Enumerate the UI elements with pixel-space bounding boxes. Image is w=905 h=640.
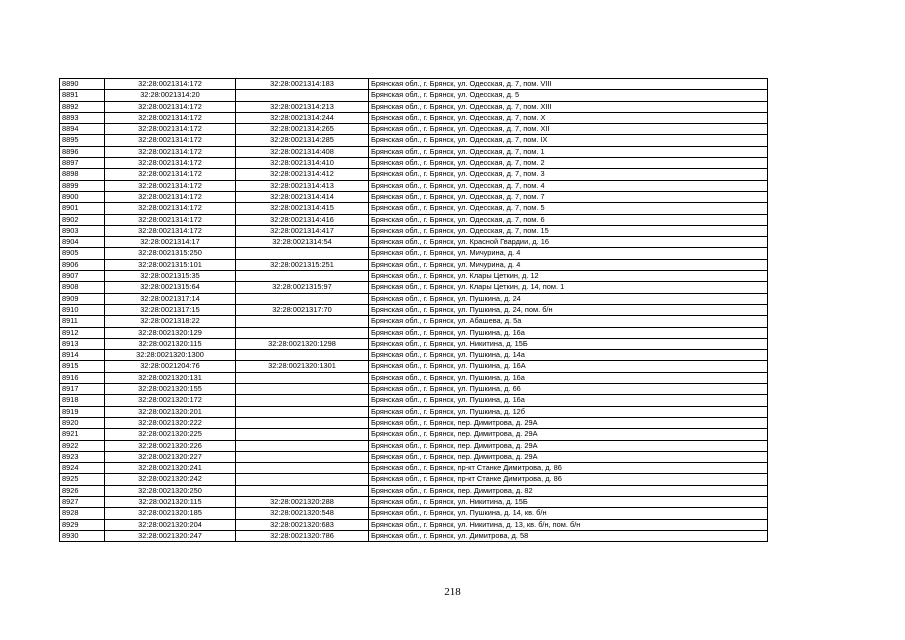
address-cell: Брянская обл., г. Брянск, ул. Клары Цеткин, д. 12 [369, 271, 768, 282]
land-cadastral-number-cell: 32:28:0021317:14 [105, 293, 236, 304]
object-cadastral-number-cell [236, 485, 369, 496]
row-number-cell: 8911 [60, 316, 105, 327]
object-cadastral-number-cell: 32:28:0021317:70 [236, 304, 369, 315]
row-number-cell: 8919 [60, 406, 105, 417]
land-cadastral-number-cell: 32:28:0021314:20 [105, 90, 236, 101]
row-number-cell: 8890 [60, 79, 105, 90]
table-row [60, 90, 768, 101]
land-cadastral-number-cell: 32:28:0021320:247 [105, 530, 236, 541]
object-cadastral-number-cell [236, 440, 369, 451]
land-cadastral-number-cell: 32:28:0021318:22 [105, 316, 236, 327]
object-cadastral-number-cell: 32:28:0021320:1298 [236, 338, 369, 349]
land-cadastral-number-cell: 32:28:0021315:250 [105, 248, 236, 259]
object-cadastral-number-cell: 32:28:0021314:265 [236, 124, 369, 135]
table-row [60, 237, 768, 248]
address-cell: Брянская обл., г. Брянск, ул. Одесская, д. 7, пом. VIII [369, 79, 768, 90]
land-cadastral-number-cell: 32:28:0021317:15 [105, 304, 236, 315]
row-number-cell: 8923 [60, 451, 105, 462]
land-cadastral-number-cell: 32:28:0021314:172 [105, 112, 236, 123]
table-row [60, 146, 768, 157]
row-number-cell: 8894 [60, 124, 105, 135]
table-row [60, 282, 768, 293]
object-cadastral-number-cell: 32:28:0021320:548 [236, 508, 369, 519]
land-cadastral-number-cell: 32:28:0021320:185 [105, 508, 236, 519]
object-cadastral-number-cell [236, 90, 369, 101]
row-number-cell: 8902 [60, 214, 105, 225]
object-cadastral-number-cell: 32:28:0021314:415 [236, 203, 369, 214]
address-cell: Брянская обл., г. Брянск, ул. Никитина, д. 13, кв. б/н, пом. б/н [369, 519, 768, 530]
table-row [60, 429, 768, 440]
land-cadastral-number-cell: 32:28:0021320:242 [105, 474, 236, 485]
table-row [60, 158, 768, 169]
object-cadastral-number-cell [236, 248, 369, 259]
table-row [60, 519, 768, 530]
address-cell: Брянская обл., г. Брянск, ул. Пушкина, д. 16А [369, 361, 768, 372]
object-cadastral-number-cell: 32:28:0021314:410 [236, 158, 369, 169]
land-cadastral-number-cell: 32:28:0021320:222 [105, 417, 236, 428]
address-cell: Брянская обл., г. Брянск, ул. Пушкина, д. 16а [369, 395, 768, 406]
row-number-cell: 8930 [60, 530, 105, 541]
address-cell: Брянская обл., г. Брянск, ул. Одесская, д. 7, пом. 5 [369, 203, 768, 214]
object-cadastral-number-cell: 32:28:0021314:183 [236, 79, 369, 90]
address-cell: Брянская обл., г. Брянск, ул. Пушкина, д. 12б [369, 406, 768, 417]
row-number-cell: 8920 [60, 417, 105, 428]
address-cell: Брянская обл., г. Брянск, ул. Пушкина, д. 16а [369, 327, 768, 338]
address-cell: Брянская обл., г. Брянск, пр-кт Станке Димитрова, д. 86 [369, 463, 768, 474]
row-number-cell: 8921 [60, 429, 105, 440]
address-cell: Брянская обл., г. Брянск, ул. Одесская, д. 7, пом. XIII [369, 101, 768, 112]
address-cell: Брянская обл., г. Брянск, пер. Димитрова, д. 29А [369, 451, 768, 462]
object-cadastral-number-cell [236, 327, 369, 338]
row-number-cell: 8914 [60, 350, 105, 361]
land-cadastral-number-cell: 32:28:0021314:172 [105, 214, 236, 225]
address-cell: Брянская обл., г. Брянск, пр-кт Станке Димитрова, д. 86 [369, 474, 768, 485]
address-cell: Брянская обл., г. Брянск, ул. Пушкина, д. 66 [369, 384, 768, 395]
land-cadastral-number-cell: 32:28:0021320:227 [105, 451, 236, 462]
row-number-cell: 8925 [60, 474, 105, 485]
table-row [60, 214, 768, 225]
row-number-cell: 8903 [60, 225, 105, 236]
address-cell: Брянская обл., г. Брянск, ул. Пушкина, д. 16а [369, 372, 768, 383]
table-row [60, 203, 768, 214]
object-cadastral-number-cell [236, 395, 369, 406]
land-cadastral-number-cell: 32:28:0021314:172 [105, 101, 236, 112]
registry-table-body [60, 79, 768, 542]
row-number-cell: 8901 [60, 203, 105, 214]
address-cell: Брянская обл., г. Брянск, ул. Абашева, д. 5а [369, 316, 768, 327]
address-cell: Брянская обл., г. Брянск, ул. Одесская, д. 7, пом. 3 [369, 169, 768, 180]
address-cell: Брянская обл., г. Брянск, ул. Димитрова, д. 58 [369, 530, 768, 541]
address-cell: Брянская обл., г. Брянск, ул. Одесская, д. 7, пом. IX [369, 135, 768, 146]
table-row [60, 248, 768, 259]
table-row [60, 338, 768, 349]
table-row [60, 451, 768, 462]
row-number-cell: 8918 [60, 395, 105, 406]
land-cadastral-number-cell: 32:28:0021320:172 [105, 395, 236, 406]
land-cadastral-number-cell: 32:28:0021314:172 [105, 158, 236, 169]
land-cadastral-number-cell: 32:28:0021320:1300 [105, 350, 236, 361]
table-row [60, 384, 768, 395]
object-cadastral-number-cell: 32:28:0021315:97 [236, 282, 369, 293]
land-cadastral-number-cell: 32:28:0021320:115 [105, 338, 236, 349]
address-cell: Брянская обл., г. Брянск, ул. Одесская, д. 7, пом. X [369, 112, 768, 123]
row-number-cell: 8905 [60, 248, 105, 259]
land-cadastral-number-cell: 32:28:0021320:201 [105, 406, 236, 417]
land-cadastral-number-cell: 32:28:0021315:101 [105, 259, 236, 270]
table-row [60, 474, 768, 485]
table-row [60, 79, 768, 90]
object-cadastral-number-cell: 32:28:0021314:413 [236, 180, 369, 191]
row-number-cell: 8893 [60, 112, 105, 123]
object-cadastral-number-cell [236, 406, 369, 417]
object-cadastral-number-cell [236, 316, 369, 327]
object-cadastral-number-cell [236, 429, 369, 440]
row-number-cell: 8927 [60, 496, 105, 507]
address-cell: Брянская обл., г. Брянск, ул. Никитина, д. 15Б [369, 496, 768, 507]
address-cell: Брянская обл., г. Брянск, ул. Пушкина, д. 24, пом. б/н [369, 304, 768, 315]
address-cell: Брянская обл., г. Брянск, ул. Никитина, д. 15Б [369, 338, 768, 349]
row-number-cell: 8929 [60, 519, 105, 530]
object-cadastral-number-cell: 32:28:0021314:412 [236, 169, 369, 180]
land-cadastral-number-cell: 32:28:0021314:172 [105, 146, 236, 157]
land-cadastral-number-cell: 32:28:0021314:172 [105, 203, 236, 214]
table-row [60, 304, 768, 315]
row-number-cell: 8912 [60, 327, 105, 338]
table-row [60, 225, 768, 236]
address-cell: Брянская обл., г. Брянск, ул. Одесская, д. 7, пом. XII [369, 124, 768, 135]
table-row [60, 316, 768, 327]
land-cadastral-number-cell: 32:28:0021315:35 [105, 271, 236, 282]
address-cell: Брянская обл., г. Брянск, ул. Одесская, д. 5 [369, 90, 768, 101]
row-number-cell: 8906 [60, 259, 105, 270]
land-cadastral-number-cell: 32:28:0021320:129 [105, 327, 236, 338]
row-number-cell: 8910 [60, 304, 105, 315]
table-row [60, 135, 768, 146]
address-cell: Брянская обл., г. Брянск, ул. Пушкина, д. 14а [369, 350, 768, 361]
row-number-cell: 8916 [60, 372, 105, 383]
table-row [60, 417, 768, 428]
land-cadastral-number-cell: 32:28:0021204:76 [105, 361, 236, 372]
table-row [60, 440, 768, 451]
row-number-cell: 8892 [60, 101, 105, 112]
object-cadastral-number-cell [236, 271, 369, 282]
object-cadastral-number-cell: 32:28:0021314:416 [236, 214, 369, 225]
row-number-cell: 8895 [60, 135, 105, 146]
table-row [60, 191, 768, 202]
table-row [60, 112, 768, 123]
row-number-cell: 8928 [60, 508, 105, 519]
row-number-cell: 8891 [60, 90, 105, 101]
page-number: 218 [444, 586, 461, 598]
address-cell: Брянская обл., г. Брянск, ул. Пушкина, д. 14, кв. б/н [369, 508, 768, 519]
land-cadastral-number-cell: 32:28:0021314:172 [105, 124, 236, 135]
object-cadastral-number-cell: 32:28:0021320:786 [236, 530, 369, 541]
object-cadastral-number-cell: 32:28:0021315:251 [236, 259, 369, 270]
address-cell: Брянская обл., г. Брянск, ул. Одесская, д. 7, пом. 6 [369, 214, 768, 225]
address-cell: Брянская обл., г. Брянск, пер. Димитрова, д. 29А [369, 440, 768, 451]
row-number-cell: 8917 [60, 384, 105, 395]
object-cadastral-number-cell [236, 451, 369, 462]
row-number-cell: 8924 [60, 463, 105, 474]
table-row [60, 350, 768, 361]
registry-table [59, 78, 768, 542]
address-cell: Брянская обл., г. Брянск, ул. Одесская, д. 7, пом. 15 [369, 225, 768, 236]
row-number-cell: 8899 [60, 180, 105, 191]
object-cadastral-number-cell [236, 350, 369, 361]
land-cadastral-number-cell: 32:28:0021314:172 [105, 191, 236, 202]
land-cadastral-number-cell: 32:28:0021320:204 [105, 519, 236, 530]
table-row [60, 463, 768, 474]
row-number-cell: 8922 [60, 440, 105, 451]
row-number-cell: 8909 [60, 293, 105, 304]
address-cell: Брянская обл., г. Брянск, ул. Мичурина, д. 4 [369, 259, 768, 270]
table-row [60, 395, 768, 406]
object-cadastral-number-cell: 32:28:0021314:213 [236, 101, 369, 112]
table-row [60, 327, 768, 338]
table-row [60, 271, 768, 282]
table-row [60, 101, 768, 112]
object-cadastral-number-cell [236, 463, 369, 474]
table-row [60, 485, 768, 496]
object-cadastral-number-cell: 32:28:0021320:1301 [236, 361, 369, 372]
table-row [60, 361, 768, 372]
land-cadastral-number-cell: 32:28:0021314:172 [105, 79, 236, 90]
address-cell: Брянская обл., г. Брянск, ул. Одесская, д. 7, пом. 4 [369, 180, 768, 191]
table-row [60, 530, 768, 541]
land-cadastral-number-cell: 32:28:0021314:172 [105, 169, 236, 180]
row-number-cell: 8915 [60, 361, 105, 372]
table-row [60, 180, 768, 191]
table-row [60, 293, 768, 304]
object-cadastral-number-cell: 32:28:0021320:288 [236, 496, 369, 507]
land-cadastral-number-cell: 32:28:0021320:131 [105, 372, 236, 383]
table-row [60, 169, 768, 180]
land-cadastral-number-cell: 32:28:0021314:172 [105, 135, 236, 146]
address-cell: Брянская обл., г. Брянск, пер. Димитрова, д. 29А [369, 429, 768, 440]
object-cadastral-number-cell: 32:28:0021314:417 [236, 225, 369, 236]
land-cadastral-number-cell: 32:28:0021320:250 [105, 485, 236, 496]
row-number-cell: 8904 [60, 237, 105, 248]
row-number-cell: 8908 [60, 282, 105, 293]
row-number-cell: 8926 [60, 485, 105, 496]
address-cell: Брянская обл., г. Брянск, пер. Димитрова, д. 29А [369, 417, 768, 428]
object-cadastral-number-cell [236, 384, 369, 395]
row-number-cell: 8897 [60, 158, 105, 169]
land-cadastral-number-cell: 32:28:0021314:17 [105, 237, 236, 248]
land-cadastral-number-cell: 32:28:0021315:64 [105, 282, 236, 293]
land-cadastral-number-cell: 32:28:0021314:172 [105, 180, 236, 191]
table-row [60, 259, 768, 270]
land-cadastral-number-cell: 32:28:0021320:155 [105, 384, 236, 395]
address-cell: Брянская обл., г. Брянск, ул. Красной Гвардии, д. 16 [369, 237, 768, 248]
object-cadastral-number-cell [236, 372, 369, 383]
object-cadastral-number-cell [236, 417, 369, 428]
table-row [60, 372, 768, 383]
row-number-cell: 8907 [60, 271, 105, 282]
table-row [60, 508, 768, 519]
address-cell: Брянская обл., г. Брянск, ул. Пушкина, д. 24 [369, 293, 768, 304]
object-cadastral-number-cell: 32:28:0021314:244 [236, 112, 369, 123]
address-cell: Брянская обл., г. Брянск, пер. Димитрова, д. 82 [369, 485, 768, 496]
land-cadastral-number-cell: 32:28:0021320:226 [105, 440, 236, 451]
row-number-cell: 8898 [60, 169, 105, 180]
table-row [60, 124, 768, 135]
row-number-cell: 8896 [60, 146, 105, 157]
address-cell: Брянская обл., г. Брянск, ул. Одесская, д. 7, пом. 2 [369, 158, 768, 169]
object-cadastral-number-cell: 32:28:0021320:683 [236, 519, 369, 530]
land-cadastral-number-cell: 32:28:0021314:172 [105, 225, 236, 236]
address-cell: Брянская обл., г. Брянск, ул. Мичурина, д. 4 [369, 248, 768, 259]
address-cell: Брянская обл., г. Брянск, ул. Клары Цеткин, д. 14, пом. 1 [369, 282, 768, 293]
object-cadastral-number-cell [236, 293, 369, 304]
land-cadastral-number-cell: 32:28:0021320:115 [105, 496, 236, 507]
object-cadastral-number-cell [236, 474, 369, 485]
table-row [60, 496, 768, 507]
land-cadastral-number-cell: 32:28:0021320:241 [105, 463, 236, 474]
row-number-cell: 8913 [60, 338, 105, 349]
address-cell: Брянская обл., г. Брянск, ул. Одесская, д. 7, пом. 1 [369, 146, 768, 157]
row-number-cell: 8900 [60, 191, 105, 202]
object-cadastral-number-cell: 32:28:0021314:408 [236, 146, 369, 157]
object-cadastral-number-cell: 32:28:0021314:54 [236, 237, 369, 248]
land-cadastral-number-cell: 32:28:0021320:225 [105, 429, 236, 440]
object-cadastral-number-cell: 32:28:0021314:414 [236, 191, 369, 202]
table-row [60, 406, 768, 417]
address-cell: Брянская обл., г. Брянск, ул. Одесская, д. 7, пом. 7 [369, 191, 768, 202]
object-cadastral-number-cell: 32:28:0021314:285 [236, 135, 369, 146]
